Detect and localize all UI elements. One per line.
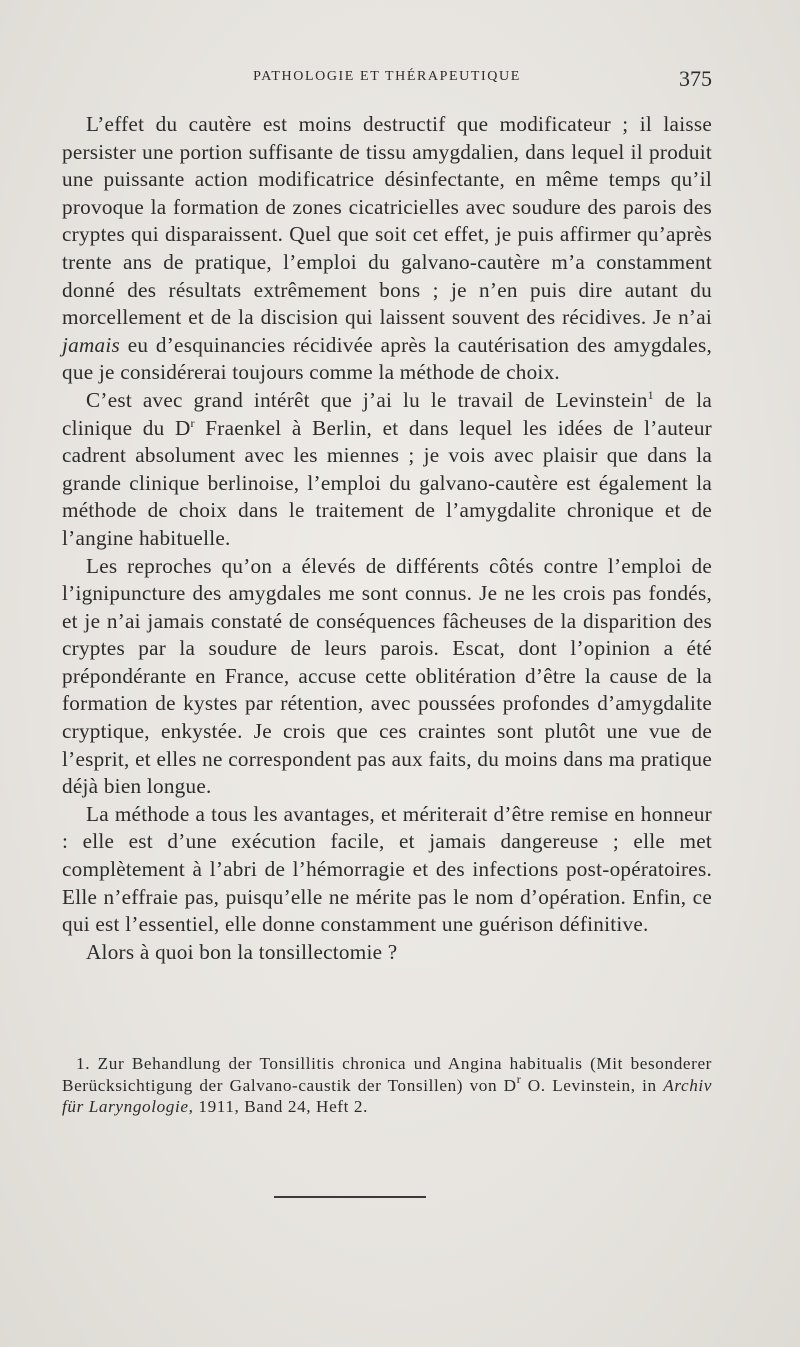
paragraph-2-text-a: C’est avec grand intérêt que j’ai lu le travail de Levinstein [86, 387, 648, 412]
footnote [62, 1053, 712, 1118]
paragraph-2 [62, 387, 712, 553]
page-number: 375 [679, 66, 712, 91]
footnote-marker: 1. [76, 1054, 91, 1073]
emphasis-jamais: jamais [62, 332, 121, 357]
paragraph-3: Les reproches qu’on a élevés de différents côtés contre l’emploi de l’ignipuncture des amygdales me sont connus. Je ne les crois pas fondés, et je n’ai jamais constaté de conséquences fâcheuses de la disparition des cryptes par la soudure de leurs parois. Escat, dont l’opinion a été prépondérante en France, accuse cette oblitération d’être la cause de la formation de kystes par rétention, avec poussées profondes d’amygdalite cryptique, enkystée. Je crois que ces craintes sont plutôt une vue de l’esprit, et elles ne correspondent pas aux faits, du moins dans ma pratique déjà bien longue. [62, 553, 712, 799]
running-head-title: PATHOLOGIE ET THÉRAPEUTIQUE [253, 69, 521, 84]
paragraph-1 [62, 111, 712, 387]
footnote-text-a: Zur Behandlung der Tonsillitis chronica und Angina habitualis (Mit besonderer Berücksichtigung der Galvano-caustik der Tonsillen) von D [62, 1054, 712, 1095]
body-text [62, 111, 712, 966]
doctor-abbrev-superscript: r [190, 415, 195, 430]
running-head [62, 66, 712, 90]
footnote-1 [62, 1053, 712, 1118]
closing-rule [274, 1196, 426, 1198]
paragraph-1-text: L’effet du cautère est moins destructif que modificateur ; il laisse persister une portion suffisante de tissu amygdalien, dans lequel il produit une puissante action modificatrice désinfectante, en même temps qu’il provoque la formation de zones cicatricielles avec soudure des parois des cryptes qui disparaissent. Quel que soit cet effet, je puis affirmer qu’après trente ans de pratique, l’emploi du galvano-cautère m’a constamment donné des résultats extrêmement bons ; je n’en puis dire autant du morcellement et de la discision qui laissent souvent des récidives. [62, 112, 712, 330]
paragraph-4: La méthode a tous les avantages, et mériterait d’être remise en honneur : elle est d’une exécution facile, et jamais dangereuse ; elle met complètement à l’abri de l’hémorragie et des infections post-opératoires. Elle n’effraie pas, puisqu’elle ne mérite pas le nom d’opération. Enfin, ce qui est l’essentiel, elle donne constamment une guérison définitive. [62, 801, 712, 937]
footnote-reference[interactable]: 1 [647, 387, 654, 402]
paragraph-1-tail-start: Je n’ai [653, 305, 713, 330]
footnote-text-b: O. Levinstein, in [521, 1075, 664, 1095]
footnote-journal-title: Archiv für Laryngologie [62, 1075, 712, 1116]
footnote-text-c: , 1911, Band 24, Heft 2. [188, 1097, 368, 1116]
paragraph-5: Alors à quoi bon la tonsillectomie ? [86, 939, 398, 964]
footnote-doctor-superscript: r [516, 1071, 522, 1086]
paragraph-2-text-b: de la clinique du D [62, 387, 712, 440]
paragraph-2-text-c: Fraenkel à Berlin, et dans lequel les idées de l’auteur cadrent absolument avec les miennes ; je vois avec plaisir que dans la grande clinique berlinoise, l’emploi du galvano-cautère est également la méthode de choix dans le traitement de l’amygdalite chronique et de l’angine habituelle. [62, 415, 712, 550]
paragraph-1-tail-end: eu d’esquinancies récidivée après la cautérisation des amygdales, que je considérerai toujours comme la méthode de choix. [62, 332, 712, 385]
